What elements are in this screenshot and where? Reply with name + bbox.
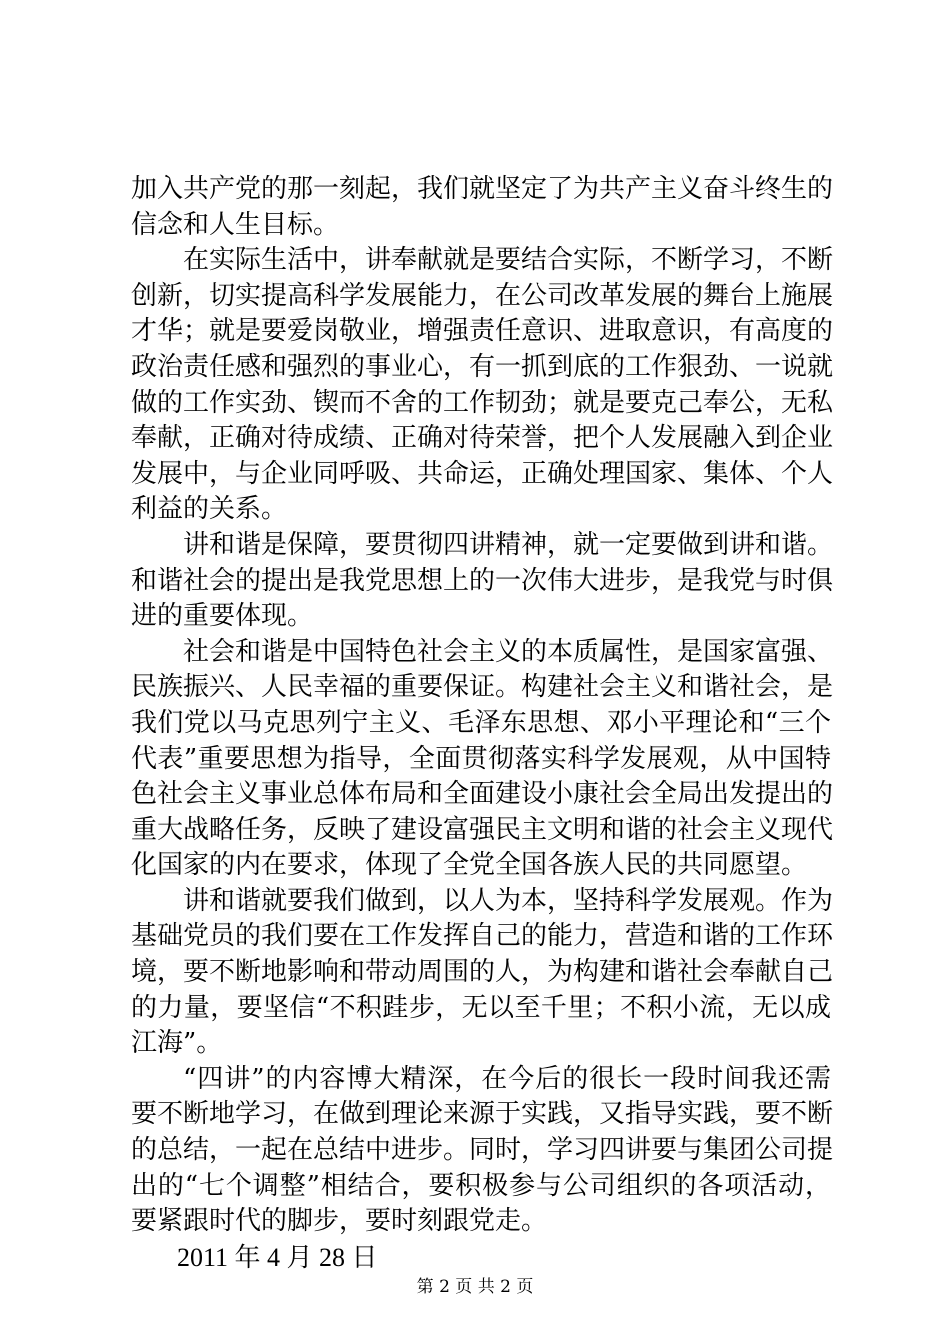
document-body	[131, 172, 834, 1275]
document-date: 2011 年 4 月 28 日	[177, 1242, 378, 1272]
text-line: 讲和谐是保障，要贯彻四讲精神，就一定要做到讲和谐。	[183, 529, 834, 560]
text-line: 的力量，要坚信“不积跬步，无以至千里；不积小流，无以成	[131, 992, 831, 1023]
text-line: 奉献，正确对待成绩、正确对待荣誉，把个人发展融入到企业	[131, 423, 834, 454]
text-line: 境，要不断地影响和带动周围的人，为构建和谐社会奉献自己	[131, 957, 834, 988]
text-line: 进的重要体现。	[131, 601, 314, 632]
text-line: 化国家的内在要求，体现了全党全国各族人民的共同愿望。	[131, 850, 808, 881]
text-line: 江海”。	[131, 1028, 223, 1059]
text-line: 创新，切实提高科学发展能力，在公司改革发展的舞台上施展	[131, 280, 834, 311]
page-footer: 第 2 页 共 2 页	[416, 1277, 534, 1297]
text-line: 社会和谐是中国特色社会主义的本质属性，是国家富强、	[183, 636, 834, 667]
text-line: 和谐社会的提出是我党思想上的一次伟大进步，是我党与时俱	[131, 565, 834, 596]
text-line: 色社会主义事业总体布局和全面建设小康社会全局出发提出的	[131, 779, 834, 810]
text-line: 利益的关系。	[131, 494, 288, 525]
text-line: 的总结，一起在总结中进步。同时，学习四讲要与集团公司提	[131, 1135, 834, 1166]
text-line: 基础党员的我们要在工作发挥自己的能力，营造和谐的工作环	[131, 921, 834, 952]
text-line: 信念和人生目标。	[131, 209, 340, 240]
text-line: 出的“七个调整”相结合，要积极参与公司组织的各项活动，	[131, 1170, 831, 1201]
text-line: 讲和谐就要我们做到，以人为本，坚持科学发展观。作为	[183, 885, 834, 916]
text-line: 做的工作实劲、锲而不舍的工作韧劲；就是要克己奉公，无私	[131, 387, 834, 418]
text-line: 发展中，与企业同呼吸、共命运，正确处理国家、集体、个人	[131, 458, 834, 489]
text-line: 加入共产党的那一刻起，我们就坚定了为共产主义奋斗终生的	[131, 174, 834, 204]
text-line: “四讲”的内容博大精深，在今后的很长一段时间我还需	[183, 1063, 831, 1094]
text-line: 才华；就是要爱岗敬业，增强责任意识、进取意识，有高度的	[131, 316, 834, 347]
text-line: 重大战略任务，反映了建设富强民主文明和谐的社会主义现代	[131, 814, 834, 845]
text-line: 我们党以马克思列宁主义、毛泽东思想、邓小平理论和“三个	[131, 707, 831, 738]
text-line: 政治责任感和强烈的事业心，有一抓到底的工作狠劲、一说就	[131, 351, 834, 382]
text-line: 要不断地学习，在做到理论来源于实践，又指导实践，要不断	[131, 1099, 834, 1130]
text-line: 民族振兴、人民幸福的重要保证。构建社会主义和谐社会，是	[131, 672, 834, 703]
text-line: 在实际生活中，讲奉献就是要结合实际，不断学习，不断	[183, 245, 834, 276]
text-line: 代表”重要思想为指导，全面贯彻落实科学发展观，从中国特	[131, 743, 831, 774]
text-line: 要紧跟时代的脚步，要时刻跟党走。	[131, 1206, 548, 1237]
